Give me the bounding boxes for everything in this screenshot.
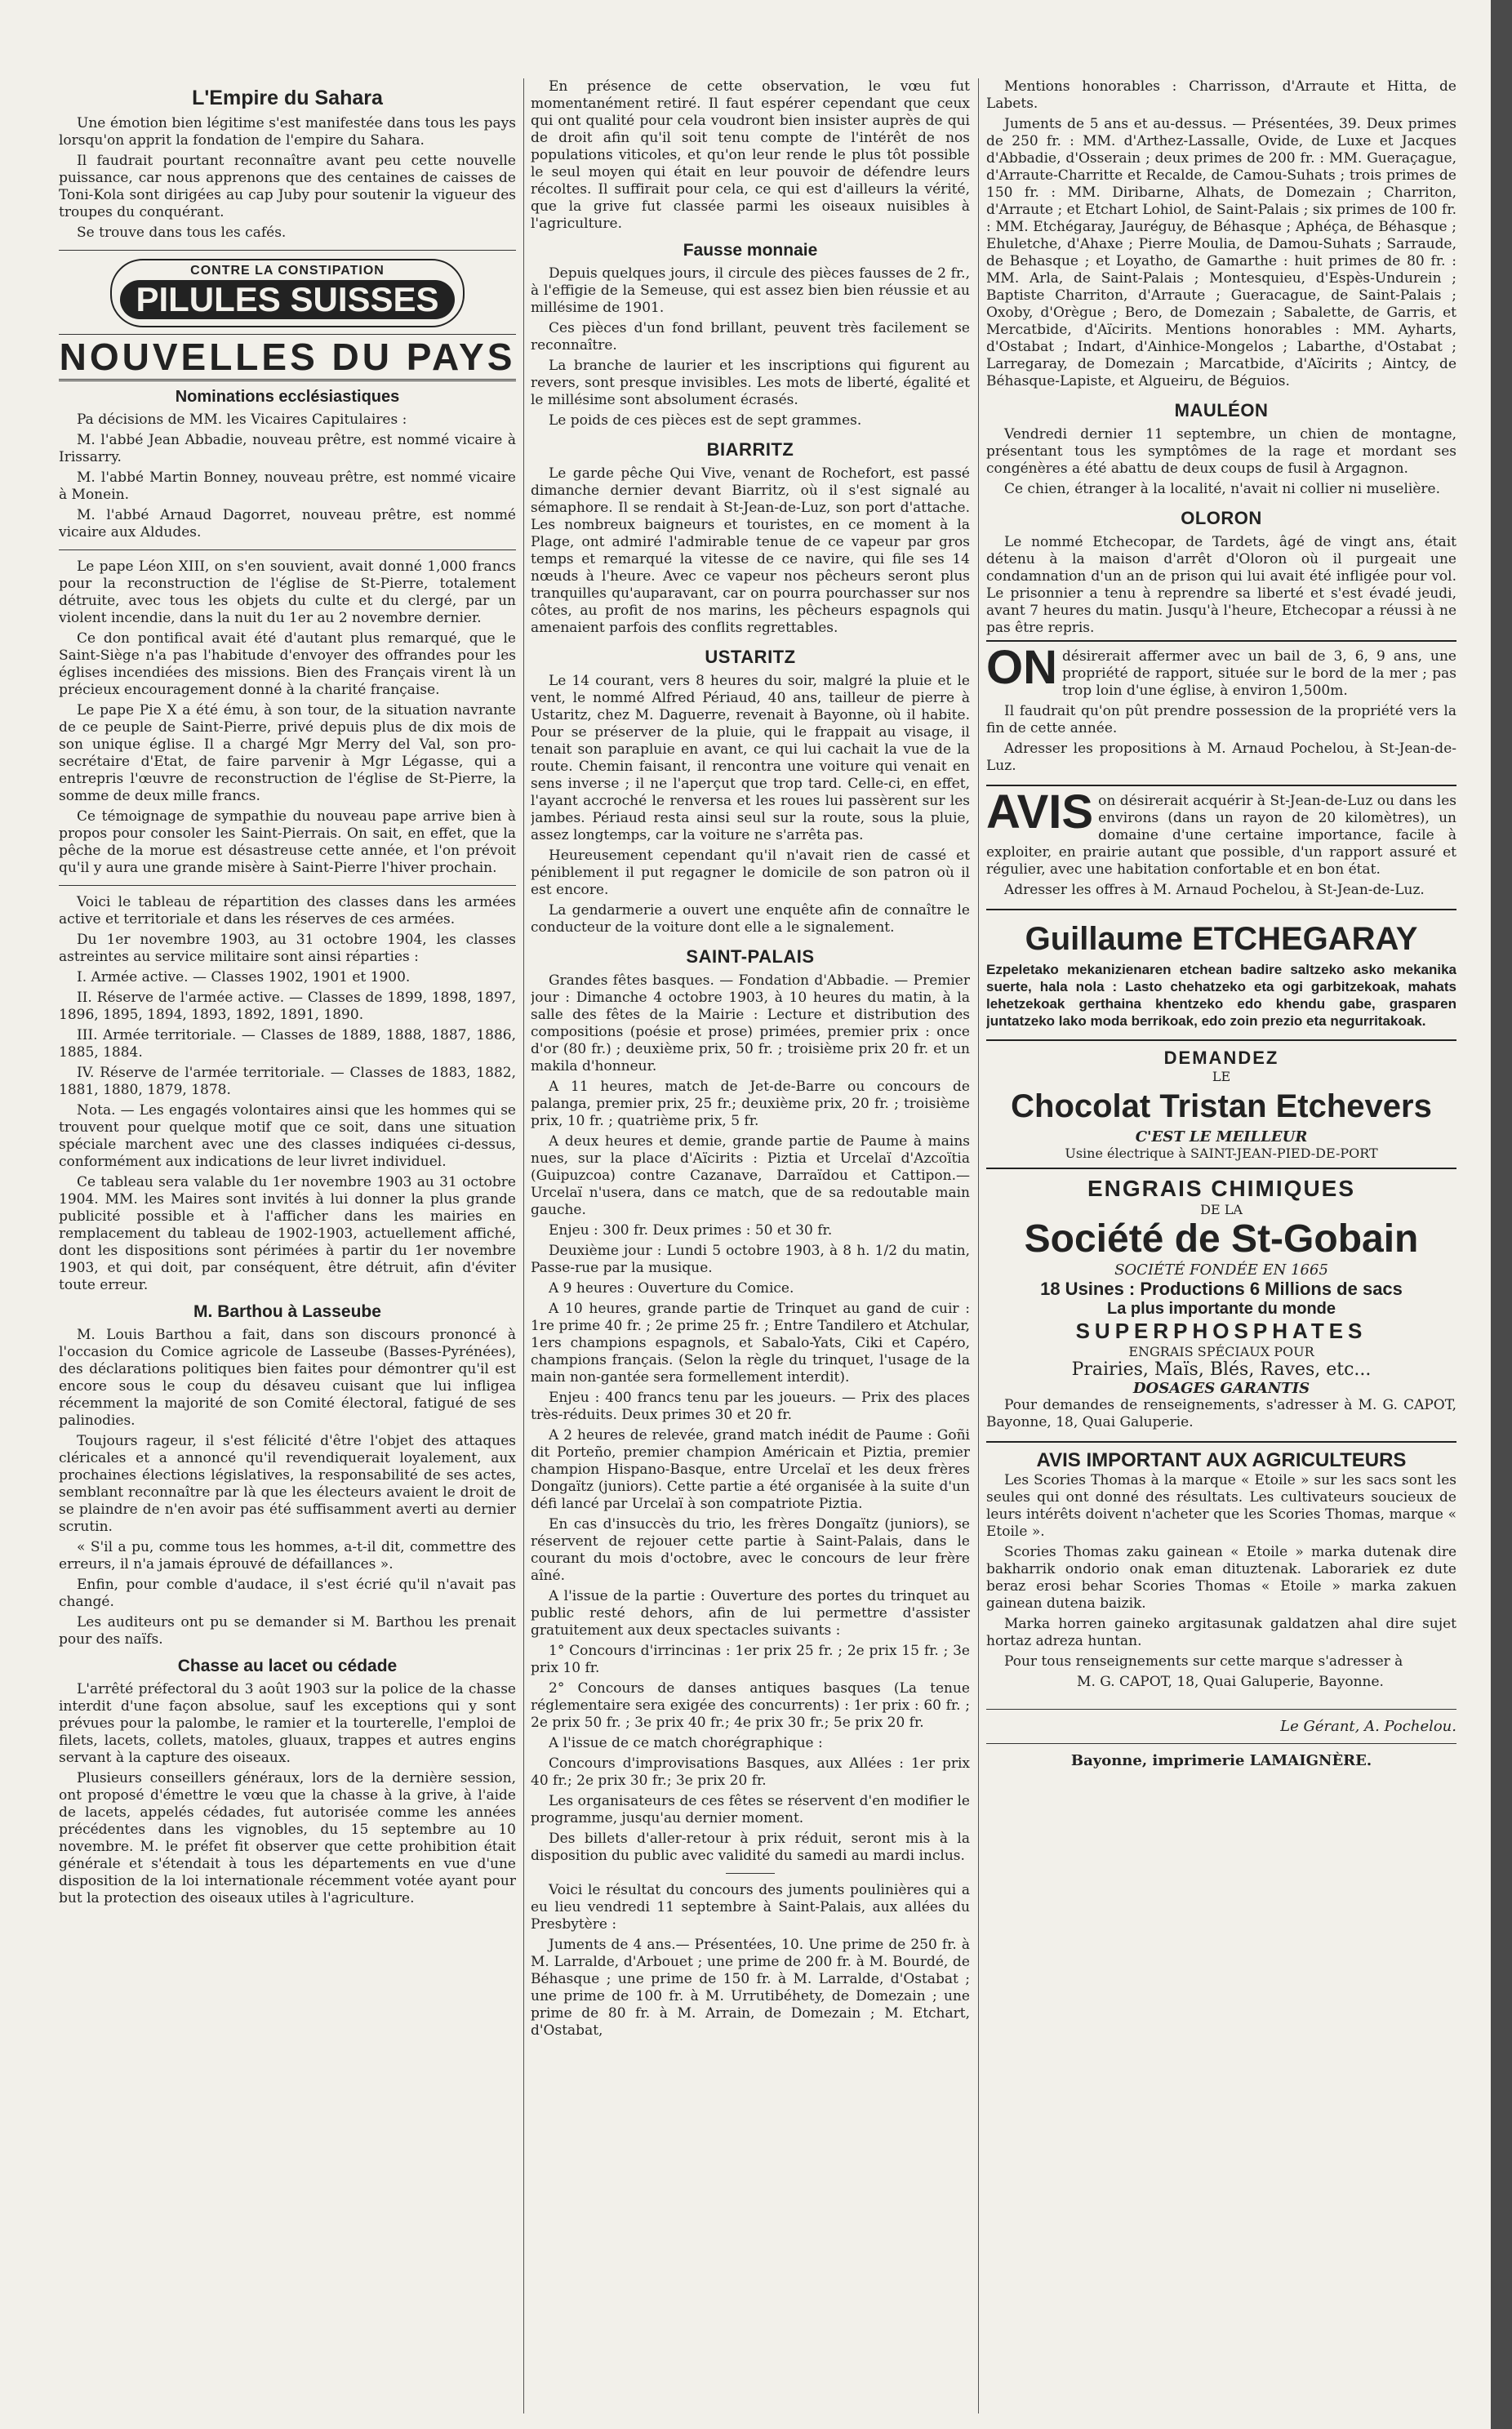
ad-label: Prairies, Maïs, Blés, Raves, etc... (1071, 1359, 1372, 1380)
paragraph: En présence de cette observation, le vœu fut momentanément retiré. Il faut espérer cependant que ceux qui ont qualité pour cela voudront bien insister auprès de qui de droit afin qu'il soit tenu compte de l'intérêt de nos populations viticoles, et qu'on leur rende le plus tôt possible le seul moyen qui était en leur pouvoir de défendre leurs récoltes. Il suffirait pour cela, ce qui est d'ailleurs la vérité, que la grive fut classée parmi les oiseaux nuisibles à l'agriculture. (531, 78, 970, 232)
column-3 (986, 78, 1456, 2422)
paragraph: A deux heures et demie, grande partie de Paume à mains nues, sur la place d'Aïcirits : Piztia et Urcelaï d'Azcoïtia (Guipuzcoa) contre Cazanave, Darraïdou et Cattipon.— Urcelaï n'usera, dans ce match, que de sa redoutable main gauche. (531, 1133, 970, 1218)
paragraph: Marka horren gaineko argitasunak galdatzen ahal dire sujet hortaz adreza huntan. (986, 1616, 1456, 1649)
paragraph: Il faudrait qu'on pût prendre possession de la propriété vers la fin de cette année. (986, 703, 1456, 736)
paragraph: A 11 heures, match de Jet-de-Barre ou concours de palanga, premier prix, 25 fr.; deuxième prix, 20 fr. ; troisième prix, 10 fr. ; quatrième prix, 5 fr. (531, 1079, 970, 1129)
section-title: NOUVELLES DU PAYS (59, 334, 516, 381)
paragraph: Ce témoignage de sympathie du nouveau pape arrive bien à propos pour consoler les Saint-Pierrais. On sait, en effet, que la pêche de la morue est désastreuse cette année, et l'on prévoit qu'il y aura une grande misère à Saint-Pierre l'hiver prochain. (59, 808, 516, 876)
paragraph: Ce tableau sera valable du 1er novembre 1903 au 31 octobre 1904. MM. les Maires sont invités à lui donner la plus grande publicité possible et à l'afficher dans les mairies en remplacement du tableau de 1902-1903, actuellement affiché, dont les dispositions sont périmées à partir du 1er novembre 1903, et qui doit, par conséquent, être détruit, afin d'éviter toute erreur. (59, 1174, 516, 1293)
paragraph: Nota. — Les engagés volontaires ainsi que les hommes qui se trouvent pour quelque motif que ce soit, dans une situation spéciale marchent avec une des classes indiquées ci-dessus, conformément aux indications de leur livret individuel. (59, 1102, 516, 1170)
classified-ad-avis (986, 785, 1456, 909)
paragraph: M. l'abbé Martin Bonney, nouveau prêtre, est nommé vicaire à Monein. (59, 469, 516, 503)
ad-label: La plus importante du monde (1106, 1300, 1336, 1318)
paragraph: Pour tous renseignements sur cette marque s'adresser à (1004, 1653, 1403, 1670)
paragraph: L'arrêté préfectoral du 3 août 1903 sur la police de la chasse interdit d'une façon absolue, sauf les exceptions qui y sont prévues pour la palombe, le ramier et la tourterelle, l'emploi de filets, lacets, collets, matoles, gluaux, trappes et autres engins servant à la capture des oiseaux. (59, 1681, 516, 1766)
ad-label: SUPERPHOSPHATES (1075, 1319, 1367, 1343)
paragraph: Les organisateurs de ces fêtes se réservent d'en modifier le programme, jusqu'au dernier moment. (531, 1793, 970, 1826)
paragraph: Concours d'improvisations Basques, aux Allées : 1er prix 40 fr.; 2e prix 30 fr.; 3e prix 20 fr. (531, 1755, 970, 1789)
paragraph: Le poids de ces pièces est de sept grammes. (549, 412, 862, 429)
paragraph: Voici le tableau de répartition des classes dans les armées active et territoriale et dans les réserves de ces armées. (59, 894, 516, 928)
article-title: Nominations ecclésiastiques (175, 388, 400, 406)
paragraph: Toujours rageur, il s'est félicité d'être l'objet des attaques cléricales et a annoncé qu'il revendiquerait loyalement, aux prochaines élections législatives, la responsabilité de ses actes, semblant reconnaître par là que les électeurs avaient le droit de se plaindre de n'en avoir pas été suffisamment averti au dernier scrutin. (59, 1433, 516, 1535)
paragraph: Du 1er novembre 1903, au 31 octobre 1904, les classes astreintes au service militaire sont ainsi réparties : (59, 932, 516, 965)
article-title: Chasse au lacet ou cédade (177, 1657, 398, 1675)
paragraph: Ce don pontifical avait été d'autant plus remarqué, que le Saint-Siège n'a pas l'habitude d'envoyer des offrandes pour les églises incendiées des missions. Bien des Français virent là un précieux encouragement donné à la charité française. (59, 630, 516, 698)
divider (726, 1873, 775, 1874)
ad-label: DEMANDEZ (1163, 1048, 1279, 1068)
paragraph: Le nommé Etchecopar, de Tardets, âgé de vingt ans, était détenu à la maison d'arrêt d'Oloron où il purgeait une condamnation d'un an de prison qui lui avait été infligée pour vol. Le prisonnier a tenu à reprendre sa liberté et s'est évadé jeudi, avant 7 heures du matin. Jusqu'à l'heure, Etchecopar a réussi à ne pas être repris. (986, 534, 1456, 636)
ad-title: Société de St-Gobain (1024, 1217, 1419, 1261)
paragraph: La gendarmerie a ouvert une enquête afin de connaître le conducteur de la voiture dont elle a le signalement. (531, 902, 970, 936)
drop-cap: ON (986, 641, 1057, 694)
article-title: OLORON (1181, 508, 1262, 528)
divider (59, 885, 516, 886)
paragraph: 1° Concours d'irrincinas : 1er prix 25 fr. ; 2e prix 15 fr. ; 3e prix 10 fr. (531, 1643, 970, 1676)
paragraph: M. Louis Barthou a fait, dans son discours prononcé à l'occasion du Comice agricole de Lasseube (Basses-Pyrénées), des déclarations politiques bien faites pour démontrer qu'il est encore sous le coup du désaveu cuisant que lui infligea récemment la majorité de son Comité électoral, fatigué de ses palinodies. (59, 1327, 516, 1429)
paragraph: Enjeu : 300 fr. Deux primes : 50 et 30 fr. (549, 1222, 833, 1239)
paragraph: Grandes fêtes basques. — Fondation d'Abbadie. — Premier jour : Dimanche 4 octobre 1903, à 10 heures du matin, à la salle des fêtes de la Mairie : Lecture et distribution des compositions (poésie et prose) primées, premier prix : once d'or (80 fr.) ; deuxième prix, 50 fr. ; troisième prix 20 fr. et un makila d'honneur. (531, 972, 970, 1074)
ad-label: SOCIÉTÉ FONDÉE EN 1665 (1114, 1261, 1328, 1279)
ad-label: DE LA (1200, 1202, 1243, 1217)
paragraph: Se trouve dans tous les cafés. (77, 225, 287, 241)
paragraph: III. Armée territoriale. — Classes de 1889, 1888, 1887, 1886, 1885, 1884. (59, 1027, 516, 1061)
paragraph: désirerait affermer avec un bail de 3, 6, 9 ans, une propriété de rapport, située sur le bord de la mer ; pas trop loin d'une église, à environ 1,500m. (1062, 648, 1456, 699)
paragraph: I. Armée active. — Classes 1902, 1901 et 1900. (77, 969, 411, 985)
paragraph: Voici le résultat du concours des juments poulinières qui a eu lieu vendredi 11 septembre à Saint-Palais, aux allées du Presbytère : (531, 1882, 970, 1933)
paragraph: Scories Thomas zaku gainean « Etoile » marka dutenak dire bakharrik ondorio onak eman dituztenak. Laborariek ez dute beraz erosi behar Scories Thomas « Etoile » marka zakuen gainean dutena baizik. (986, 1544, 1456, 1612)
paragraph: Deuxième jour : Lundi 5 octobre 1903, à 8 h. 1/2 du matin, Passe-rue par la musique. (531, 1243, 970, 1276)
paragraph: Heureusement cependant qu'il n'avait rien de cassé et péniblement il put regagner le domicile de son patron où il est encore. (531, 847, 970, 898)
article-title: MAULÉON (1174, 400, 1269, 420)
article-title: BIARRITZ (706, 439, 794, 460)
paragraph: A l'issue de ce match chorégraphique : (549, 1735, 823, 1751)
paragraph: Le pape Pie X a été ému, à son tour, de la situation navrante de ce peuple de Saint-Pierre, privé depuis plus de dix mois de son unique église. Il a chargé Mgr Merry del Val, son pro-secrétaire d'Etat, de faire parvenir à Mgr Légasse, qui a entrepris l'œuvre de reconstruction de l'église de St-Pierre, la somme de deux mille francs. (59, 702, 516, 804)
paragraph: Ce chien, étranger à la localité, n'avait ni collier ni muselière. (1004, 481, 1440, 497)
paragraph: A 9 heures : Ouverture du Comice. (549, 1280, 794, 1297)
paragraph: En cas d'insuccès du trio, les frères Dongaïtz (juniors), se réservent de rejouer cette partie à Saint-Palais, dans le courant du mois d'octobre, avec le concours de leur frère aîné. (531, 1516, 970, 1584)
paragraph: Il faudrait pourtant reconnaître avant peu cette nouvelle puissance, car nous apprenons que des centaines de caisses de Toni-Kola sont dirigées au cap Juby pour soutenir la vigueur des troupes du conquérant. (59, 153, 516, 220)
paragraph: Enfin, pour comble d'audace, il s'est écrié qu'il n'avait pas changé. (59, 1577, 516, 1610)
paragraph: Juments de 5 ans et au-dessus. — Présentées, 39. Deux primes de 250 fr. : MM. d'Arthez-Lassalle, Ovide, de Luxe et Jacques d'Abbadie, d'Osserain ; deux primes de 200 fr. : MM. Gueraçague, d'Arraute-Charritte et Recalde, de Camou-Suhats ; trois primes de 150 fr. : MM. Diribarne, Alhats, de Domezain ; Charriton, d'Arraute ; et Etchart Lohiol, de Saint-Palais ; six primes de 100 fr. : MM. Etchégaray, Jauréguy, de Béhasque ; Aphéça, de Béhasque ; Ehuletche, d'Ahaxe ; Pierre Moulia, de Damou-Suhats ; Sarraude, de Behasque ; et Loyatho, de Gamarthe : huit primes de 80 fr. : MM. Arla, de Saint-Palais ; Montesquieu, d'Espès-Undurein ; Baptiste Charriton, d'Arraute ; Gueracague, de Saint-Palais ; Oxoby, d'Orègue ; Bero, de Domezain ; Sabalette, de Garris, et Mercatbide, d'Aïcirits. Mentions honorables : MM. Ayharts, d'Ostabat ; Indart, d'Ainhice-Mongelos ; Labarthe, d'Ostabat ; Larregaray, de Domezain ; Marcatbide, d'Aïcirits ; Aintcy, de Béhasque-Lapiste, et Algueiru, de Béguios. (986, 116, 1456, 389)
imprint: Bayonne, imprimerie LAMAIGNÈRE. (1070, 1752, 1372, 1769)
chocolat-ad (986, 1039, 1456, 1168)
paragraph: A 2 heures de relevée, grand match inédit de Paume : Goñi dit Porteño, premier champion Américain et Piztia, premier champion Hispano-Basque, entre Urcelaï et les deux frères Dongaïtz (juniors). Cette partie a été organisée à la suite d'un défi lancé par Urcelaï à son compatriote Piztia. (531, 1427, 970, 1512)
paragraph: Adresser les propositions à M. Arnaud Pochelou, à St-Jean-de-Luz. (986, 741, 1456, 774)
paragraph: 2° Concours de danses antiques basques (La tenue réglementaire sera exigée des concurrents) : 1er prix : 60 fr. ; 2e prix 50 fr. ; 3e prix 40 fr.; 4e prix 30 fr.; 5e prix 20 fr. (531, 1680, 970, 1731)
paragraph: Pa décisions de MM. les Vicaires Capitulaires : (77, 412, 407, 428)
paragraph: Vendredi dernier 11 septembre, un chien de montagne, présentant tous les symptômes de la rage et mordant ses congénères a été abattu de deux coups de fusil à Argagnon. (986, 426, 1456, 477)
paragraph: M. l'abbé Jean Abbadie, nouveau prêtre, est nommé vicaire à Irissarry. (59, 432, 516, 465)
divider (59, 549, 516, 550)
ad-label: C'EST LE MEILLEUR (1135, 1128, 1308, 1146)
paragraph: Le 14 courant, vers 8 heures du soir, malgré la pluie et le vent, le nommé Alfred Périaud, 40 ans, tailleur de pierre à Ustaritz, chez M. Daguerre, revenait à Bayonne, où il habite. Pour se préserver de la pluie, qui le frappait au visage, il tenait son parapluie en avant, ce qui lui cachait la vue de la route. Chemin faisant, il rencontra une voiture qui venait en sens inverse ; il ne l'aperçut que trop tard. Celle-ci, en effet, l'ayant accroché le renversa et les roues lui passèrent sur les jambes. Périaud resta ainsi seul sur la route, sous la pluie, assez longtemps, car la voiture ne s'arrêta pas. (531, 673, 970, 843)
paragraph: Le pape Léon XIII, on s'en souvient, avait donné 1,000 francs pour la reconstruction de l'église de St-Pierre, totalement détruite, avec tous les objets du culte et du clergé, par un violent incendie, dans la nuit du 1er au 2 novembre dernier. (59, 558, 516, 626)
classified-ad-on (986, 640, 1456, 785)
column-rule (978, 78, 979, 2413)
paragraph: Pour demandes de renseignements, s'adresser à M. G. CAPOT, Bayonne, 18, Quai Galuperie. (986, 1397, 1456, 1430)
article-title: Fausse monnaie (683, 241, 818, 260)
paragraph: Juments de 4 ans.— Présentées, 10. Une prime de 250 fr. à M. Larralde, d'Arbouet ; une prime de 200 fr. à M. Bourdé, de Béhasque ; une prime de 150 fr. à M. Larralde, d'Ostabat ; une prime de 100 fr. à M. Urrutibéhety, de Domezain ; une prime de 80 fr. à M. Arrain, de Domezain ; M. Etchart, d'Ostabat, (531, 1937, 970, 2039)
ad-label: DOSAGES GARANTIS (1132, 1380, 1310, 1397)
paragraph: on désirerait acquérir à St-Jean-de-Luz ou dans les environs (dans un rayon de 20 kilomètres), un domaine d'une certaine importance, facile à exploiter, en prairie autant que possible, d'un rapport assuré et régulier, avec une habitation confortable et en bon état. (986, 793, 1456, 878)
article-title: L'Empire du Sahara (192, 87, 383, 109)
gerant-signature: Le Gérant, A. Pochelou. (1280, 1718, 1456, 1735)
saint-gobain-ad (986, 1168, 1456, 1441)
divider (986, 1743, 1456, 1744)
pilules-ad (110, 259, 465, 327)
paragraph: Enjeu : 400 francs tenu par les joueurs. — Prix des places très-réduits. Deux primes 30 et 20 fr. (531, 1390, 970, 1423)
paragraph: Les auditeurs ont pu se demander si M. Barthou les prenait pour des naïfs. (59, 1614, 516, 1648)
paragraph: Les Scories Thomas à la marque « Etoile » sur les sacs sont les seules qui ont donné des résultats. Les cultivateurs soucieux de leurs intérêts doivent n'acheter que les Scories Thomas, marque « Etoile ». (986, 1472, 1456, 1540)
paragraph: Ezpeletako mekanizienaren etchean badire saltzeko asko mekanika suerte, hala nola : Lasto chehatzeko eta ogi garbitzekoak, mahats lehetzekoak gerthaina khentzeko edo khendu gabe, grasparen juntatzeko lako moda berrikoak, edo zoin prezio eta negurritakoak. (986, 962, 1456, 1029)
paragraph: Plusieurs conseillers généraux, lors de la dernière session, ont proposé d'émettre le vœu que la chasse à la grive, à l'aide de lacets, appelés cédades, fut autorisée comme les années précédentes dans les vignobles, du 15 septembre au 10 novembre. M. le préfet fit observer que cette prohibition était générale et s'étendait à tous les départements en vue d'une disposition de la loi internationale récemment votée ayant pour but la protection des oiseaux utiles à l'agriculture. (59, 1770, 516, 1906)
ad-label: LE (1212, 1069, 1231, 1084)
pill-ad-tagline: CONTRE LA CONSTIPATION (190, 264, 385, 278)
paragraph: La branche de laurier et les inscriptions qui figurent au revers, sont presque invisibles. Les mots de liberté, égalité et le millésime sont absolument écrasés. (531, 358, 970, 408)
paragraph: M. G. CAPOT, 18, Quai Galuperie, Bayonne. (1077, 1674, 1384, 1690)
paragraph: Adresser les offres à M. Arnaud Pochelou, à St-Jean-de-Luz. (1004, 882, 1425, 898)
paragraph: Le garde pêche Qui Vive, venant de Rochefort, est passé dimanche dernier devant Biarritz, où il s'est signalé au sémaphore. Il se rendait à St-Jean-de-Luz, son port d'attache. Les nombreux baigneurs et touristes, en ce moment à la Plage, ont admiré l'admirable tenue de ce vapeur par gros temps et remarqué la vitesse de ce navire, qui file ses 14 nœuds à l'heure. Avec ce vapeur nos pêcheurs seront plus tranquilles qu'auparavant, car on pourra pourchasser sur nos côtes, au profit de nos marins, les pêcheurs espagnols qui amenaient parfois des conflits regrettables. (531, 465, 970, 636)
paragraph: Des billets d'aller-retour à prix réduit, seront mis à la disposition du public avec validité du samedi au mardi inclus. (531, 1831, 970, 1864)
agriculteurs-ad (986, 1441, 1456, 1701)
paragraph: M. l'abbé Arnaud Dagorret, nouveau prêtre, est nommé vicaire aux Aldudes. (59, 507, 516, 541)
column-rule (523, 78, 524, 2413)
paragraph: Depuis quelques jours, il circule des pièces fausses de 2 fr., à l'effigie de la Semeuse, qui est assez bien bien réussie et au millésime de 1901. (531, 265, 970, 316)
divider (986, 1709, 1456, 1710)
ad-label: Usine électrique à SAINT-JEAN-PIED-DE-PORT (1065, 1146, 1378, 1161)
ad-label: ENGRAIS CHIMIQUES (1087, 1176, 1356, 1201)
etchegaray-ad (986, 909, 1456, 1039)
ad-label: ENGRAIS SPÉCIAUX POUR (1128, 1344, 1314, 1359)
ad-label: 18 Usines : Productions 6 Millions de sacs (1040, 1279, 1403, 1299)
article-title: SAINT-PALAIS (686, 946, 815, 967)
page-edge-shadow (1491, 0, 1512, 2429)
divider (59, 250, 516, 251)
pill-ad-brand: PILULES SUISSES (120, 280, 455, 319)
article-title: M. Barthou à Lasseube (193, 1302, 381, 1321)
ad-title: AVIS IMPORTANT AUX AGRICULTEURS (1036, 1449, 1407, 1471)
paragraph: Une émotion bien légitime s'est manifestée dans tous les pays lorsqu'on apprit la fondation de l'empire du Sahara. (59, 115, 516, 149)
paragraph: A l'issue de la partie : Ouverture des portes du trinquet au public resté dehors, afin de lui permettre d'assister gratuitement aux deux spectacles suivants : (531, 1588, 970, 1639)
column-1 (59, 78, 516, 2422)
paragraph: IV. Réserve de l'armée territoriale. — Classes de 1883, 1882, 1881, 1880, 1879, 1878. (59, 1065, 516, 1098)
paragraph: Ces pièces d'un fond brillant, peuvent très facilement se reconnaître. (531, 320, 970, 354)
paragraph: A 10 heures, grande partie de Trinquet au gand de cuir : 1re prime 40 fr. ; 2e prime 25 fr. ; Entre Tandilero et Atchular, 1ers champions espagnols, et Sabalo-Yats, Ciki et Capéro, champions français. (Selon la règle du trinquet, l'usage de la main non-gantée sera formellement interdit). (531, 1301, 970, 1386)
ad-title: Guillaume ETCHEGARAY (1025, 921, 1418, 957)
drop-cap: AVIS (986, 785, 1094, 839)
ad-title: Chocolat Tristan Etchevers (1011, 1088, 1432, 1124)
paragraph: « S'il a pu, comme tous les hommes, a-t-il dit, commettre des erreurs, il n'a jamais éprouvé de défaillances ». (59, 1539, 516, 1573)
paragraph: II. Réserve de l'armée active. — Classes de 1899, 1898, 1897, 1896, 1895, 1894, 1893, 1892, 1891, 1890. (59, 990, 516, 1023)
article-title: USTARITZ (705, 647, 796, 667)
paragraph: Mentions honorables : Charrisson, d'Arraute et Hitta, de Labets. (986, 78, 1456, 112)
column-2 (531, 78, 970, 2422)
